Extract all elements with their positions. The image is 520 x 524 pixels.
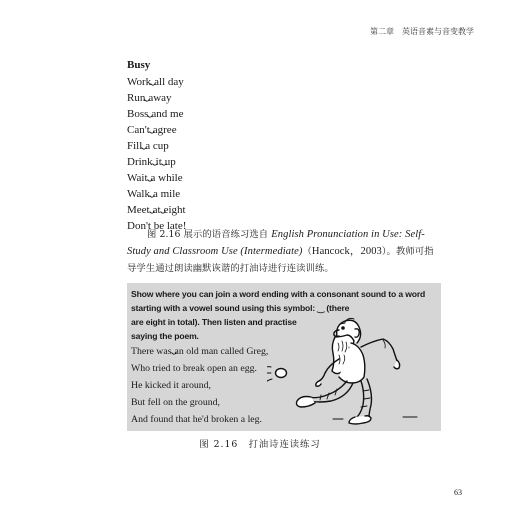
instruction-line: starting with a vowel sound using this symbol: ‿ (there [131, 303, 350, 313]
poem-line-text: all day [154, 76, 184, 88]
poem-line [127, 202, 186, 218]
poem-line-text: Don't be late! [127, 220, 187, 232]
linking-mark-icon [172, 347, 175, 354]
figure-caption: 图 2.16 打油诗连读练习 [199, 439, 321, 450]
linking-mark-icon [150, 126, 153, 133]
limerick-line [131, 360, 268, 377]
limerick-line [131, 394, 268, 411]
poem-lines [127, 74, 186, 234]
limerick-line-text: He kicked it around, [131, 380, 211, 391]
limerick-line-text: an old man called Greg, [174, 346, 269, 357]
linking-mark-icon [162, 158, 165, 165]
poem-line-text: at [152, 204, 161, 216]
book-page [20, 4, 500, 516]
linking-mark-icon [153, 158, 156, 165]
limerick-line [131, 377, 268, 394]
poem-line [127, 106, 186, 122]
instruction-line: are eight in total). Then listen and practise [131, 317, 297, 327]
linking-mark-icon [150, 206, 153, 213]
instruction-line: Show where you can join a word ending with a consonant sound to a word [131, 289, 426, 299]
poem-line-text: a cup [145, 140, 169, 152]
limerick-line [131, 411, 268, 428]
poem-line-text: up [164, 156, 176, 168]
limerick-line-text: But fell on the ground, [131, 397, 220, 408]
poem-line-text: Work [127, 76, 152, 88]
poem-title: Busy [127, 59, 151, 71]
poem-line [127, 170, 186, 186]
poem-line-text: Wait [127, 172, 148, 184]
poem-line-text: a while [150, 172, 183, 184]
poem-line-text: away [148, 92, 172, 104]
body-paragraph [127, 226, 439, 277]
limerick-line [131, 343, 268, 360]
poem-line [127, 90, 186, 106]
exercise-panel [127, 283, 441, 431]
linking-mark-icon [145, 94, 148, 101]
poem-line [127, 186, 186, 202]
citation: Hancock，2003 [311, 246, 382, 257]
poem-line-text: Run [127, 92, 146, 104]
limerick [131, 343, 268, 428]
linking-mark-icon [150, 190, 153, 197]
poem-line [127, 122, 186, 138]
limerick-line-text: Who tried to break open an egg. [131, 363, 257, 374]
poem-line [127, 154, 186, 170]
poem-line-text: Boss [127, 108, 149, 120]
linking-mark-icon [148, 174, 151, 181]
poem-line-text: Drink [127, 156, 153, 168]
linking-mark-icon [142, 142, 145, 149]
man-kicking-egg-illustration [267, 303, 432, 429]
running-head: 第二章 英语音素与音变教学 [370, 27, 474, 36]
poem-line [127, 74, 186, 90]
limerick-line-text: There was [131, 346, 172, 357]
poem-line-text: Fill [127, 140, 143, 152]
paragraph-text-start: 图 2.16 展示的语音练习选自 [147, 229, 272, 240]
paragraph-text-end: ）。教师可指导学生通过朗读幽默诙谐的打油诗进行连读训练。 [127, 246, 434, 274]
poem-line-text: Can't [127, 124, 150, 136]
book-title: English Pronunciation in Use: Self-Study and Classroom Use (Intermediate) [127, 229, 425, 257]
page-number: 63 [454, 488, 462, 497]
poem-line-text: it [155, 156, 162, 168]
instruction-line: saying the poem. [131, 331, 199, 341]
poem-line-text: Walk [127, 188, 150, 200]
paragraph-bracket-open: （ [302, 246, 312, 257]
poem [127, 57, 186, 234]
poem-line-text: a mile [152, 188, 181, 200]
poem-line-text: Meet [127, 204, 150, 216]
poem-line-text: and me [151, 108, 184, 120]
linking-mark-icon [161, 206, 164, 213]
limerick-line-text: And found that he'd broken a leg. [131, 414, 262, 425]
poem-line [127, 138, 186, 154]
illustration-svg [267, 303, 432, 425]
poem-line-text: agree [152, 124, 177, 136]
linking-mark-icon [151, 78, 154, 85]
linking-mark-icon [148, 110, 151, 117]
poem-line-text: eight [163, 204, 186, 216]
